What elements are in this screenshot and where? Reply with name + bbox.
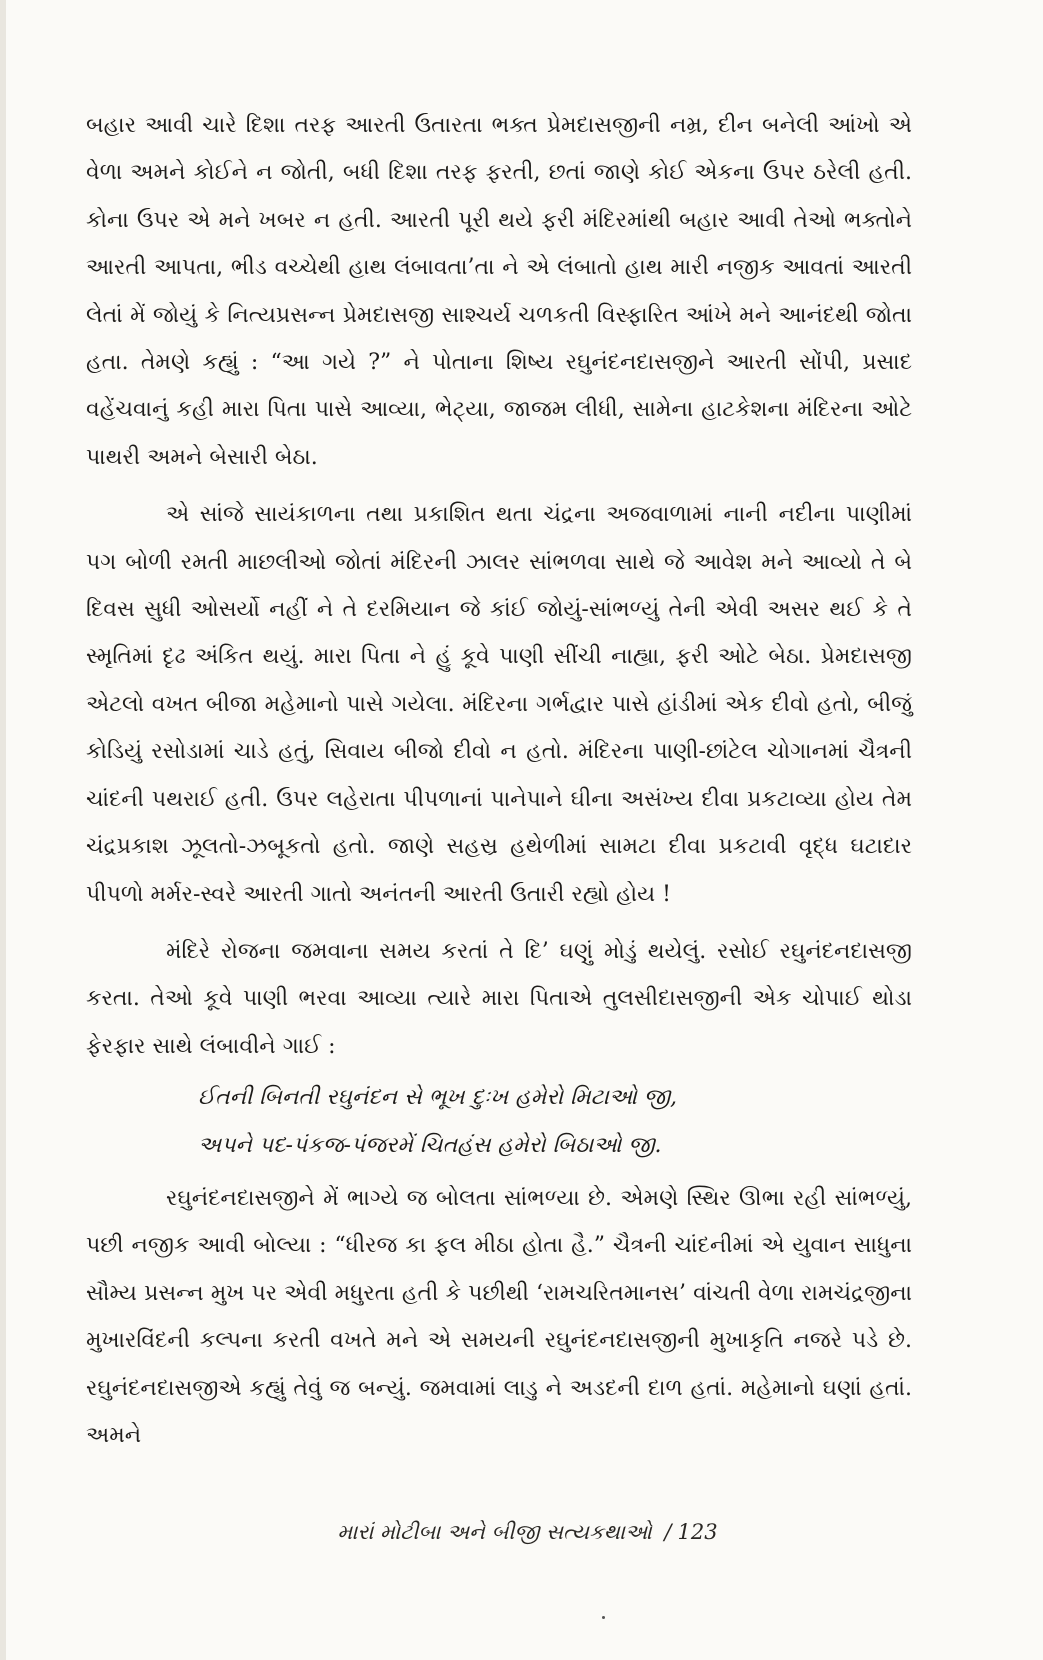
page-footer — [6, 1520, 1043, 1545]
footer-separator: / — [664, 1520, 672, 1544]
paragraph-3: મંદિરે રોજના જમવાના સમય કરતાં તે દિ’ ઘણું મોડું થયેલું. રસોઈ રઘુનંદનદાસજી કરતા. તેઓ કૂવે પાણી ભરવા આવ્યા ત્યારે મારા પિતાએ તુલસીદાસજીની એક ચોપાઈ થોડા ફેરફાર સાથે લંબાવીને ગાઈ : — [86, 938, 912, 1059]
paragraph-2: એ સાંજે સાયંકાળના તથા પ્રકાશિત થતા ચંદ્રના અજવાળામાં નાની નદીના પાણીમાં પગ બોળી રમતી માછલીઓ જોતાં મંદિરની ઝાલર સાંભળવા સાથે જે આવેશ મને આવ્યો તે બે દિવસ સુધી ઓસર્યો નહીં ને તે દરમિયાન જે કાંઈ જોયું-સાંભળ્યું તેની એવી અસર થઈ કે તે સ્મૃતિમાં દૃઢ અંકિત થયું. મારા પિતા ને હું કૂવે પાણી સીંચી નાહ્યા, ફરી ઓટે બેઠા. પ્રેમદાસજી એટલો વખત બીજા મહેમાનો પાસે ગયેલા. મંદિરના ગર્ભદ્વાર પાસે હાંડીમાં એક દીવો હતો, બીજું કોડિયું રસોડામાં ચાડે હતું, સિવાય બીજો દીવો ન હતો. મંદિરના પાણી-છાંટેલ ચોગાનમાં ચૈત્રની ચાંદની પથરાઈ હતી. ઉપર લહેરાતા પીપળાનાં પાનેપાને ઘીના અસંખ્ય દીવા પ્રકટાવ્યા હોય તેમ ચંદ્રપ્રકાશ ઝૂલતો-ઝબૂકતો હતો. જાણે સહસ્ર હથેળીમાં સામટા દીવા પ્રકટાવી વૃદ્ધ ઘટાદાર પીપળો મર્મર-સ્વરે આરતી ગાતો અનંતની આરતી ઉતારી રહ્યો હોય ! — [86, 502, 912, 907]
paragraph-4: રઘુનંદનદાસજીને મેં ભાગ્યે જ બોલતા સાંભળ્યા છે. એમણે સ્થિર ઊભા રહી સાંભળ્યું, પછી નજીક આવી બોલ્યા : “ધીરજ કા ફલ મીઠા હોતા હૈ.” ચૈત્રની ચાંદનીમાં એ યુવાન સાધુના સૌમ્ય પ્રસન્ન મુખ પર એવી મધુરતા હતી કે પછીથી ‘રામચરિતમાનસ’ વાંચતી વેળા રામચંદ્રજીના મુખારવિંદની કલ્પના કરતી વખતે મને એ સમયની રઘુનંદનદાસજીની મુખાકૃતિ નજરે પડે છે. રઘુનંદનદાસજીએ કહ્યું તેવું જ બન્યું. જમવામાં લાડુ ને અડદની દાળ હતાં. મહેમાનો ઘણાં હતાં. અમને — [86, 1185, 912, 1448]
book-title: મારાં મોટીબા અને બીજી સત્યકથાઓ — [337, 1520, 652, 1544]
verse-line-2: અપને પદ-પંકજ-પંજરમેં ચિતહંસ હમેરો બિઠાઓ જી. — [198, 1132, 662, 1158]
page-number: 123 — [677, 1520, 718, 1544]
verse-block — [86, 1074, 912, 1169]
body-text — [86, 102, 912, 1459]
verse-line-1: ઈતની બિનતી રઘુનંદન સે ભૂખ દુઃખ હમેરો મિટાઓ જી, — [198, 1085, 677, 1111]
paragraph-1: બહાર આવી ચારે દિશા તરફ આરતી ઉતારતા ભક્ત પ્રેમદાસજીની નમ્ર, દીન બનેલી આંખો એ વેળા અમને કોઈને ન જોતી, બધી દિશા તરફ ફરતી, છતાં જાણે કોઈ એકના ઉપર ઠરેલી હતી. કોના ઉપર એ મને ખબર ન હતી. આરતી પૂરી થયે ફરી મંદિરમાંથી બહાર આવી તેઓ ભક્તોને આરતી આપતા, ભીડ વચ્ચેથી હાથ લંબાવતા’તા ને એ લંબાતો હાથ મારી નજીક આવતાં આરતી લેતાં મેં જોયું કે નિત્યપ્રસન્ન પ્રેમદાસજી સાશ્ચર્ય ચળકતી વિસ્ફારિત આંખે મને આનંદથી જોતા હતા. તેમણે કહ્યું : “આ ગયે ?” ને પોતાના શિષ્ય રઘુનંદનદાસજીને આરતી સોંપી, પ્રસાદ વહેંચવાનું કહી મારા પિતા પાસે આવ્યા, ભેટ્યા, જાજમ લીધી, સામેના હાટકેશના મંદિરના ઓટે પાથરી અમને બેસારી બેઠા. — [86, 113, 912, 470]
paper-speck — [602, 1616, 605, 1619]
